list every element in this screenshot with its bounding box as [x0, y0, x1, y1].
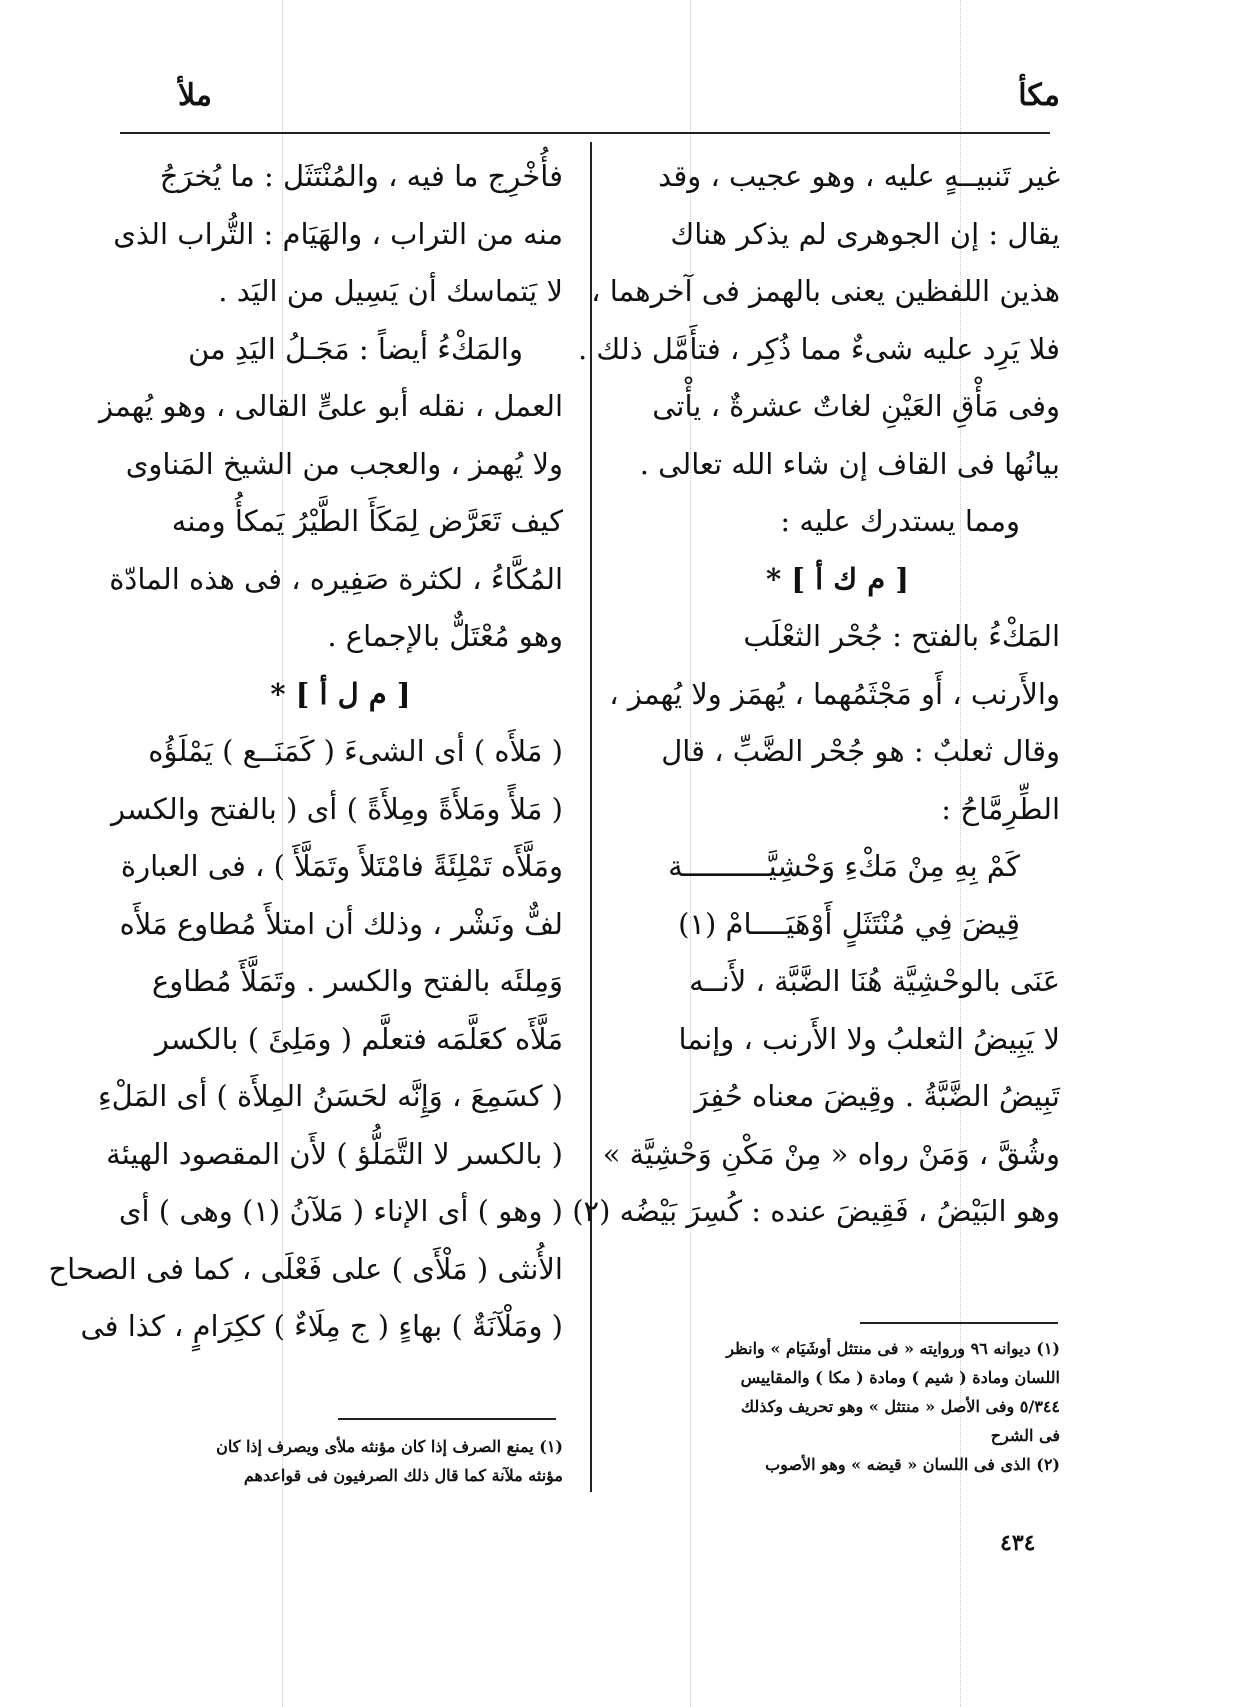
text-line: الطِّرِمَّاحُ : — [941, 791, 1060, 826]
footnote-line: مؤنثه ملآنة كما قال ذلك الصرفيون فى قواعدهم — [243, 1466, 563, 1485]
header-left-word: ملأ — [178, 78, 212, 113]
footnote-line: فى الشرح — [990, 1426, 1060, 1445]
footnote-line: (٢) الذى فى اللسان « قيضه » وهو الأصوب — [765, 1455, 1060, 1474]
text-line: ( كسَمِعَ ، وَإِنَّه لحَسَنُ المِلأَة ) أى المَلْءِ — [98, 1079, 563, 1113]
text-line: ( ومَلْآنَةٌ ) بهاءٍ ( ج مِلَاءٌ ) ككِرَامٍ ، كذا فى — [80, 1309, 563, 1343]
text-line: منه من التراب ، والهَيَام : التُّراب الذى — [113, 216, 563, 251]
footnote-line: (١) يمنع الصرف إذا كان مؤنثه ملأى ويصرف إذا كان — [216, 1437, 563, 1456]
text-line: كيف تَعَرَّض لِمَكَأَ الطَّيْرُ يَمكأُ ومنه — [171, 504, 563, 538]
footnote-rule — [860, 1322, 1058, 1324]
footnote-line: (١) ديوانه ٩٦ وروايته « فى منتثل أوشَيَام » وانظر — [726, 1339, 1060, 1358]
verse-line: قِيضَ فِي مُنْتَثَلٍ أَوْهَيَــــامْ (١) — [678, 906, 1020, 941]
text-line: لا يَبِيضُ الثعلبُ ولا الأَرنب ، وإنما — [678, 1021, 1060, 1056]
text-line: وفى مَأْقِ العَيْنِ لغاتٌ عشرةٌ ، يأْتى — [652, 389, 1060, 423]
right-column — [572, 148, 1060, 1241]
page-number: ٤٣٤ — [1000, 1530, 1036, 1556]
verse-line: كَمْ بِهِ مِنْ مَكْءِ وَحْشِيَّــــــــــة — [668, 849, 1020, 883]
text-line: وهو البَيْضُ ، فَقِيضَ عنده : كُسِرَ بَيْضُه (٢) — [572, 1194, 1060, 1228]
text-line: بيانُها فى القاف إن شاء الله تعالى . — [639, 446, 1060, 481]
text-line: ( وهو ) أى الإناء ( مَلآنُ (١) وهى ) أى — [118, 1194, 563, 1228]
text-line: لا يَتماسك أن يَسِيل من اليَد . — [218, 274, 563, 308]
text-line: وهو مُعْتَلٌّ بالإجماع . — [327, 619, 563, 653]
text-line: وقال ثعلبٌ : هو جُحْر الضَّبِّ ، قال — [661, 734, 1060, 768]
footnote-rule — [338, 1418, 556, 1420]
text-line: العمل ، نقله أبو علىٍّ القالى ، وهو يُهمز — [98, 389, 563, 423]
footnote-line: اللسان ومادة ( شيم ) ومادة ( مكا ) والمقاييس — [740, 1368, 1060, 1387]
footnotes-left — [118, 1432, 563, 1490]
text-line: تَبِيضُ الضَّبَّةُ . وقِيضَ معناه حُفِرَ — [694, 1079, 1060, 1113]
header-rule — [120, 132, 1050, 134]
text-line: لفٌّ ونَشْر ، وذلك أن امتلأَ مُطاوع مَلأَه — [119, 906, 563, 941]
text-line: ( مَلأً ومَلأَةً ومِلأَةً ) أى ( بالفتح والكسر — [110, 791, 563, 826]
text-line: عَنَى بالوحْشِيَّة هُنَا الضَّبَّة ، لأَنــه — [689, 964, 1060, 998]
left-column — [48, 148, 563, 1356]
text-line: المُكَّاءُ ، لكثرة صَفِيره ، فى هذه المادّة — [109, 561, 563, 596]
text-line: غير تَنبيــهٍ عليه ، وهو عجيب ، وقد — [658, 159, 1060, 193]
text-line: والمَكْءُ أيضاً : مَجَـلُ اليَدِ من — [188, 331, 523, 366]
text-line: والأَرنب ، أَو مَجْثَمُهما ، يُهمَز ولا يُهمز ، — [609, 676, 1060, 711]
intro-line: ومما يستدرك عليه : — [780, 504, 1020, 538]
footnote-line: ٥/٣٤٤ وفى الأصل « منتثل » وهو تحريف وكذلك — [740, 1397, 1060, 1416]
header-right-word: مكأ — [1018, 78, 1060, 113]
text-line: مَلَّأَه كعَلَّمَه فتعلَّم ( ومَلِئَ ) بالكسر — [154, 1021, 563, 1056]
text-line: هذين اللفظين يعنى بالهمز فى آخرهما ، — [591, 274, 1060, 308]
root-heading: [ م ك أ ] * — [765, 561, 909, 596]
text-line: وَمِلئَه بالفتح والكسر . وتَمَلَّأَ مُطاوع — [151, 964, 563, 998]
text-line: وشُقَّ ، وَمَنْ رواه « مِنْ مَكْنِ وَحْشِيَّة » — [602, 1136, 1060, 1171]
text-line: ومَلَّأَه تَمْلِئَةً فامْتَلأَ وتَمَلَّأَ ) ، فى العبارة — [120, 849, 563, 883]
root-heading: [ م ل أ ] * — [270, 676, 411, 711]
footnotes-right — [615, 1334, 1060, 1479]
text-line: ولا يُهمز ، والعجب من الشيخ المَناوى — [125, 446, 563, 481]
text-line: يقال : إن الجوهرى لم يذكر هناك — [670, 216, 1060, 251]
text-line: ( بالكسر لا التَّمَلُّؤ ) لأَن المقصود الهيئة — [106, 1136, 563, 1171]
text-line: فلا يَرِد عليه شىءٌ مما ذُكِر ، فتأَمَّل ذلك . — [578, 331, 1060, 366]
text-line: فأُخْرِج ما فيه ، والمُنْتَثَل : ما يُخرَجُ — [159, 159, 563, 193]
text-line: المَكْءُ بالفتح : جُحْر الثعْلَب — [743, 619, 1060, 653]
text-line: الأُنثى ( مَلْأَى ) على فَعْلَى ، كما فى الصحاح — [48, 1251, 563, 1286]
text-line: ( مَلأَه ) أى الشىءَ ( كَمَنَــع ) يَمْلَؤُه — [148, 734, 563, 768]
